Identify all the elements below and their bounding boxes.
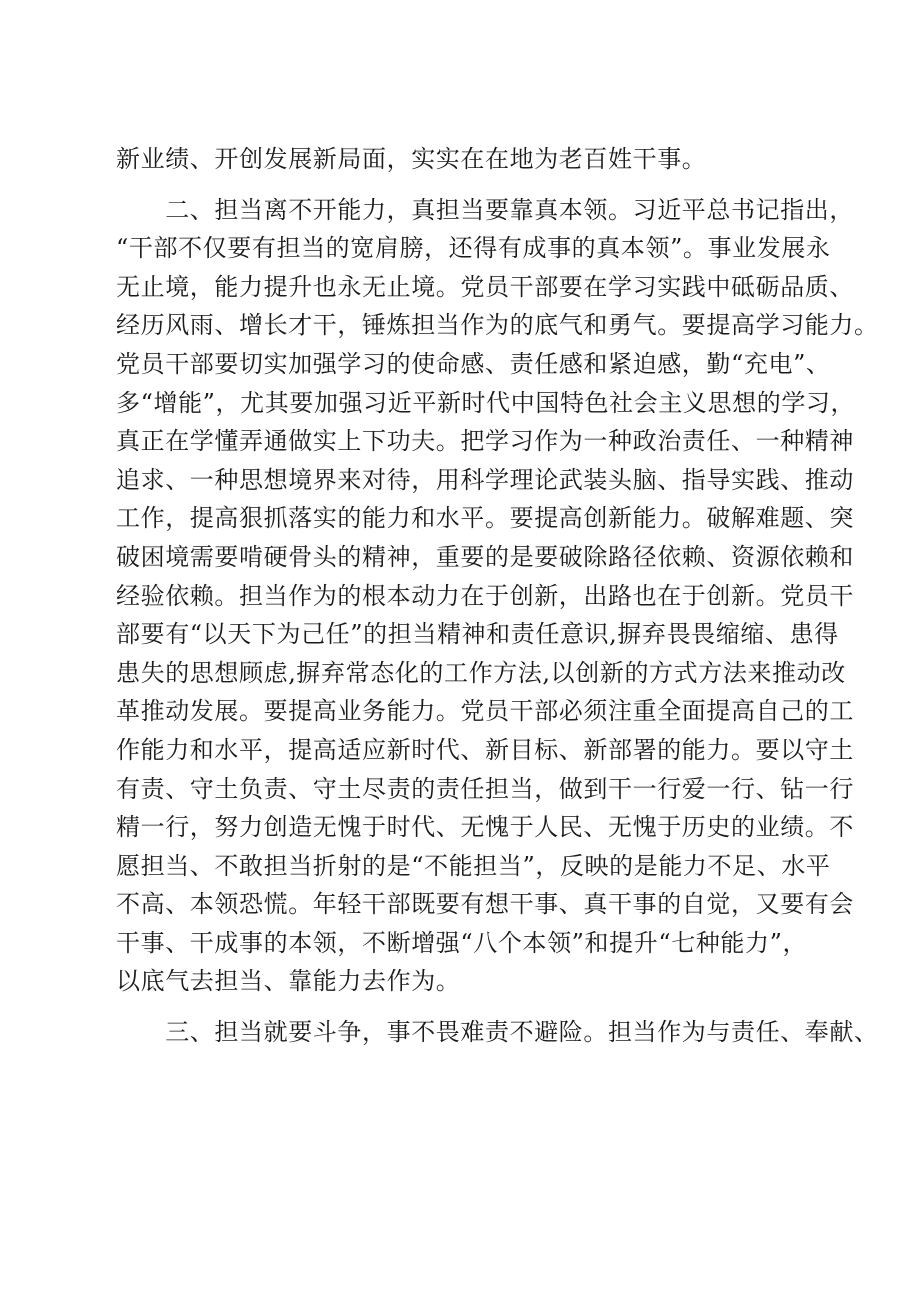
text-line: “干部不仅要有担当的宽肩膀，还得有成事的真本领”。事业发展永 — [116, 234, 831, 263]
text-line: 愿担当、不敢担当折射的是“不能担当”，反映的是能力不足、水平 — [116, 851, 831, 880]
paragraph-3 — [116, 1013, 879, 1052]
text-line: 部要有“以天下为己任”的担当精神和责任意识,摒弃畏畏缩缩、患得 — [116, 620, 839, 649]
text-line: 真正在学懂弄通做实上下功夫。把学习作为一种政治责任、一种精神 — [116, 427, 854, 456]
paragraph-2 — [116, 191, 879, 1001]
text-line: 不高、本领恐慌。年轻干部既要有想干事、真干事的自觉，又要有会 — [116, 890, 854, 919]
text-line: 以底气去担当、靠能力去作为。 — [116, 967, 461, 996]
text-line: 干事、干成事的本领，不断增强“八个本领”和提升“七种能力”， — [116, 928, 808, 957]
text-line: 精一行，努力创造无愧于时代、无愧于人民、无愧于历史的业绩。不 — [116, 813, 854, 842]
text-line: 作能力和水平，提高适应新时代、新目标、新部署的能力。要以守土 — [116, 735, 854, 764]
text-line: 有责、守土负责、守土尽责的责任担当，做到干一行爱一行、钻一行 — [116, 774, 854, 803]
text-line: 追求、一种思想境界来对待，用科学理论武装头脑、指导实践、推动 — [116, 465, 854, 494]
text-line: 革推动发展。要提高业务能力。党员干部必须注重全面提高自己的工 — [116, 697, 854, 726]
text-line: 无止境，能力提升也永无止境。党员干部要在学习实践中砥砺品质、 — [116, 272, 854, 301]
text-line: 工作，提高狠抓落实的能力和水平。要提高创新能力。破解难题、突 — [116, 504, 854, 533]
text-line: 患失的思想顾虑,摒弃常态化的工作方法,以创新的方式方法来推动改 — [116, 658, 846, 687]
text-line: 多“增能”，尤其要加强习近平新时代中国特色社会主义思想的学习， — [116, 388, 856, 417]
text-line: 二、担当离不开能力，真担当要靠真本领。习近平总书记指出， — [116, 195, 854, 224]
text-column — [116, 140, 879, 1052]
paragraph-spacer — [116, 179, 826, 191]
text-line: 破困境需要啃硬骨头的精神，重要的是要破除路径依赖、资源依赖和 — [116, 542, 854, 571]
paragraph-1 — [116, 140, 826, 179]
text-line: 党员干部要切实加强学习的使命感、责任感和紧迫感，勤“充电”、 — [116, 349, 831, 378]
text-line: 三、担当就要斗争，事不畏难责不避险。担当作为与责任、奉献、 — [116, 1018, 879, 1047]
text-line: 经验依赖。担当作为的根本动力在于创新，出路也在于创新。党员干 — [116, 581, 854, 610]
paragraph-spacer — [116, 1001, 826, 1013]
text-line: 新业绩、开创发展新局面，实实在在地为老百姓干事。 — [116, 145, 707, 173]
text-line: 经历风雨、增长才干，锤炼担当作为的底气和勇气。要提高学习能力。 — [116, 311, 879, 340]
